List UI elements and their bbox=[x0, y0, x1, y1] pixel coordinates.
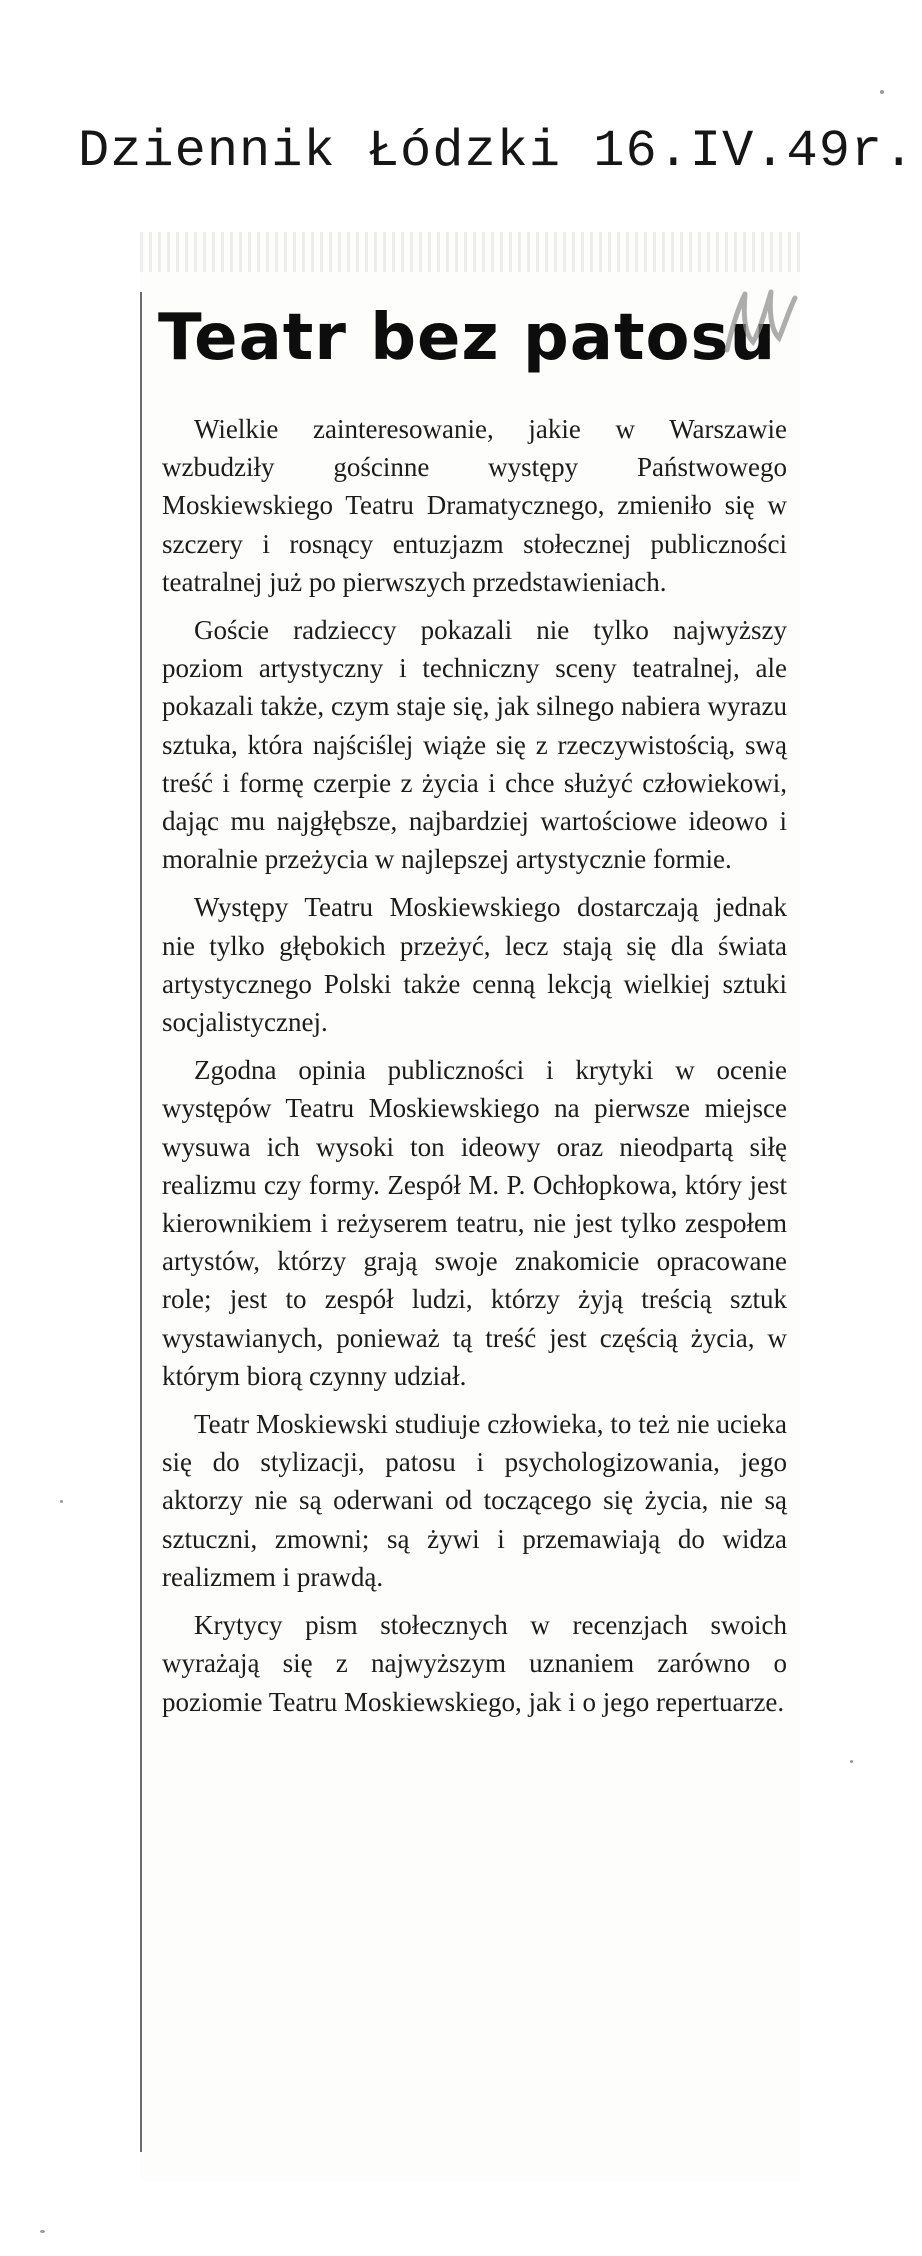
paper-speck bbox=[40, 2230, 45, 2233]
clipping-top-edge bbox=[140, 232, 800, 272]
paper-speck bbox=[880, 90, 884, 94]
article-paragraph-4: Zgodna opinia publiczności i krytyki w ocenie występów Teatru Moskiewskiego na pierwsze miejsce wysuwa ich wysoki ton ideowy oraz nieodpartą siłę realizmu czy formy. Zespół M. P. Ochłopkowa, który jest kierownikiem i reżyserem teatru, nie jest tylko zespołem artystów, którzy grają swoje znakomicie opracowane role; jest to zespół ludzi, którzy żyją treścią sztuk wystawianych, ponieważ tą treść jest częścią życia, w którym biorą czynny udział. bbox=[162, 1055, 787, 1391]
article-paragraph-3: Występy Teatru Moskiewskiego dostarczają jednak nie tylko głębokich przeżyć, lecz stają się dla świata artystycznego Polski także cenną lekcją wielkiej sztuki socjalistycznej. bbox=[162, 892, 787, 1038]
article-paragraph-1: Wielkie zainteresowanie, jakie w Warszawie wzbudziły gościnne występy Państwowego Moskiewskiego Teatru Dramatycznego, zmieniło się w szczery i rosnący entuzjazm stołecznej publiczności teatralnej już po pierwszych przedstawieniach. bbox=[162, 414, 787, 597]
article-paragraph-5: Teatr Moskiewski studiuje człowieka, to też nie ucieka się do stylizacji, patosu i psychologizowania, jego aktorzy nie są oderwani od toczącego się życia, nie są sztuczni, zmowni; są żywi i przemawiają do widza realizmem i prawdą. bbox=[162, 1409, 787, 1592]
newspaper-clipping bbox=[140, 232, 800, 2182]
article-headline: Teatr bez patosu bbox=[158, 301, 777, 375]
paper-speck bbox=[850, 1760, 853, 1763]
article-paragraph-2: Goście radzieccy pokazali nie tylko najwyższy poziom artystyczny i techniczny sceny teatralnej, ale pokazali także, czym staje się, jak silnego nabiera wyrazu sztuka, która najściślej wiąże się z rzeczywistością, swą treść i formę czerpie z życia i chce służyć człowiekowi, dając mu najgłębsze, najbardziej wartościowe ideowo i moralnie przeżycia w najlepszej artystycznie formie. bbox=[162, 615, 787, 875]
paper-speck bbox=[60, 1500, 63, 1503]
source-citation: Dziennik Łódzki 16.IV.49r. bbox=[78, 122, 916, 181]
article-paragraph-6: Krytycy pism stołecznych w recenzjach swoich wyrażają się z najwyższym uznaniem zarówno o poziomie Teatru Moskiewskiego, jak i o jego repertuarze. bbox=[162, 1610, 787, 1717]
article-body bbox=[162, 410, 787, 1731]
handwritten-mark bbox=[715, 272, 805, 372]
clipping-left-edge bbox=[140, 292, 142, 2152]
